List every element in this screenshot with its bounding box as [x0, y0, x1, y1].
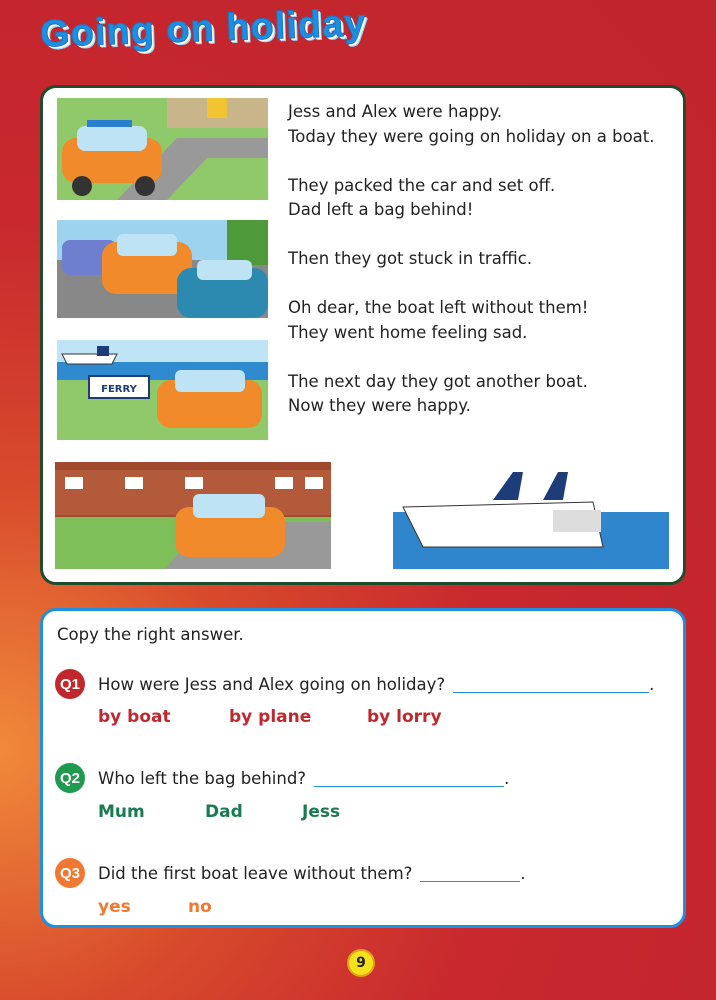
answer-blank-3[interactable] [420, 864, 520, 882]
story-line: Now they were happy. [288, 396, 471, 415]
option[interactable]: by boat [98, 707, 171, 727]
ferry-sign-text: FERRY [101, 384, 137, 395]
story-line: They packed the car and set off. [288, 175, 556, 195]
question-2: Q2 Who left the bag behind? . [55, 763, 509, 793]
option[interactable]: by plane [229, 707, 312, 727]
question-text: Did the first boat leave without them? [98, 863, 413, 883]
story-text [288, 100, 655, 443]
story-line: They went home feeling sad. [288, 322, 528, 342]
question-text: Who left the bag behind? [98, 768, 307, 788]
story-line: Jess and Alex were happy. [288, 102, 503, 121]
q2-badge: Q2 [55, 763, 85, 793]
story-line: The next day they got another boat. [288, 371, 588, 391]
illustration-going-home [55, 462, 331, 569]
option[interactable]: Mum [98, 802, 145, 822]
story-panel [40, 85, 686, 585]
option[interactable]: Jess [302, 802, 341, 822]
q2-options [98, 802, 340, 822]
instruction: Copy the right answer. [57, 625, 244, 644]
option[interactable]: yes [98, 897, 131, 917]
illustration-ferry-sign [57, 340, 268, 440]
story-line: Dad left a bag behind! [288, 200, 474, 219]
questions-panel [40, 608, 686, 928]
page-number: 9 [347, 949, 375, 977]
page-title: Going on holiday [39, 2, 367, 56]
option[interactable]: by lorry [367, 707, 442, 727]
q3-options [98, 897, 212, 917]
story-line: Oh dear, the boat left without them! [288, 298, 589, 317]
question-text: How were Jess and Alex going on holiday? [98, 674, 446, 694]
option[interactable]: Dad [205, 802, 243, 822]
q1-options [98, 707, 442, 727]
illustration-boat [393, 472, 669, 569]
illustration-traffic [57, 220, 268, 318]
option[interactable]: no [188, 897, 212, 917]
answer-blank-2[interactable] [314, 769, 504, 787]
story-line: Then they got stuck in traffic. [288, 249, 533, 268]
illustration-car-leaving-home [57, 98, 268, 200]
q1-badge: Q1 [55, 669, 85, 699]
story-line: Today they were going on holiday on a boat. [288, 126, 655, 146]
q3-badge: Q3 [55, 858, 85, 888]
question-1: Q1 How were Jess and Alex going on holiday? . [55, 669, 654, 699]
answer-blank-1[interactable] [453, 675, 649, 693]
question-3: Q3 Did the first boat leave without them? . [55, 858, 526, 888]
